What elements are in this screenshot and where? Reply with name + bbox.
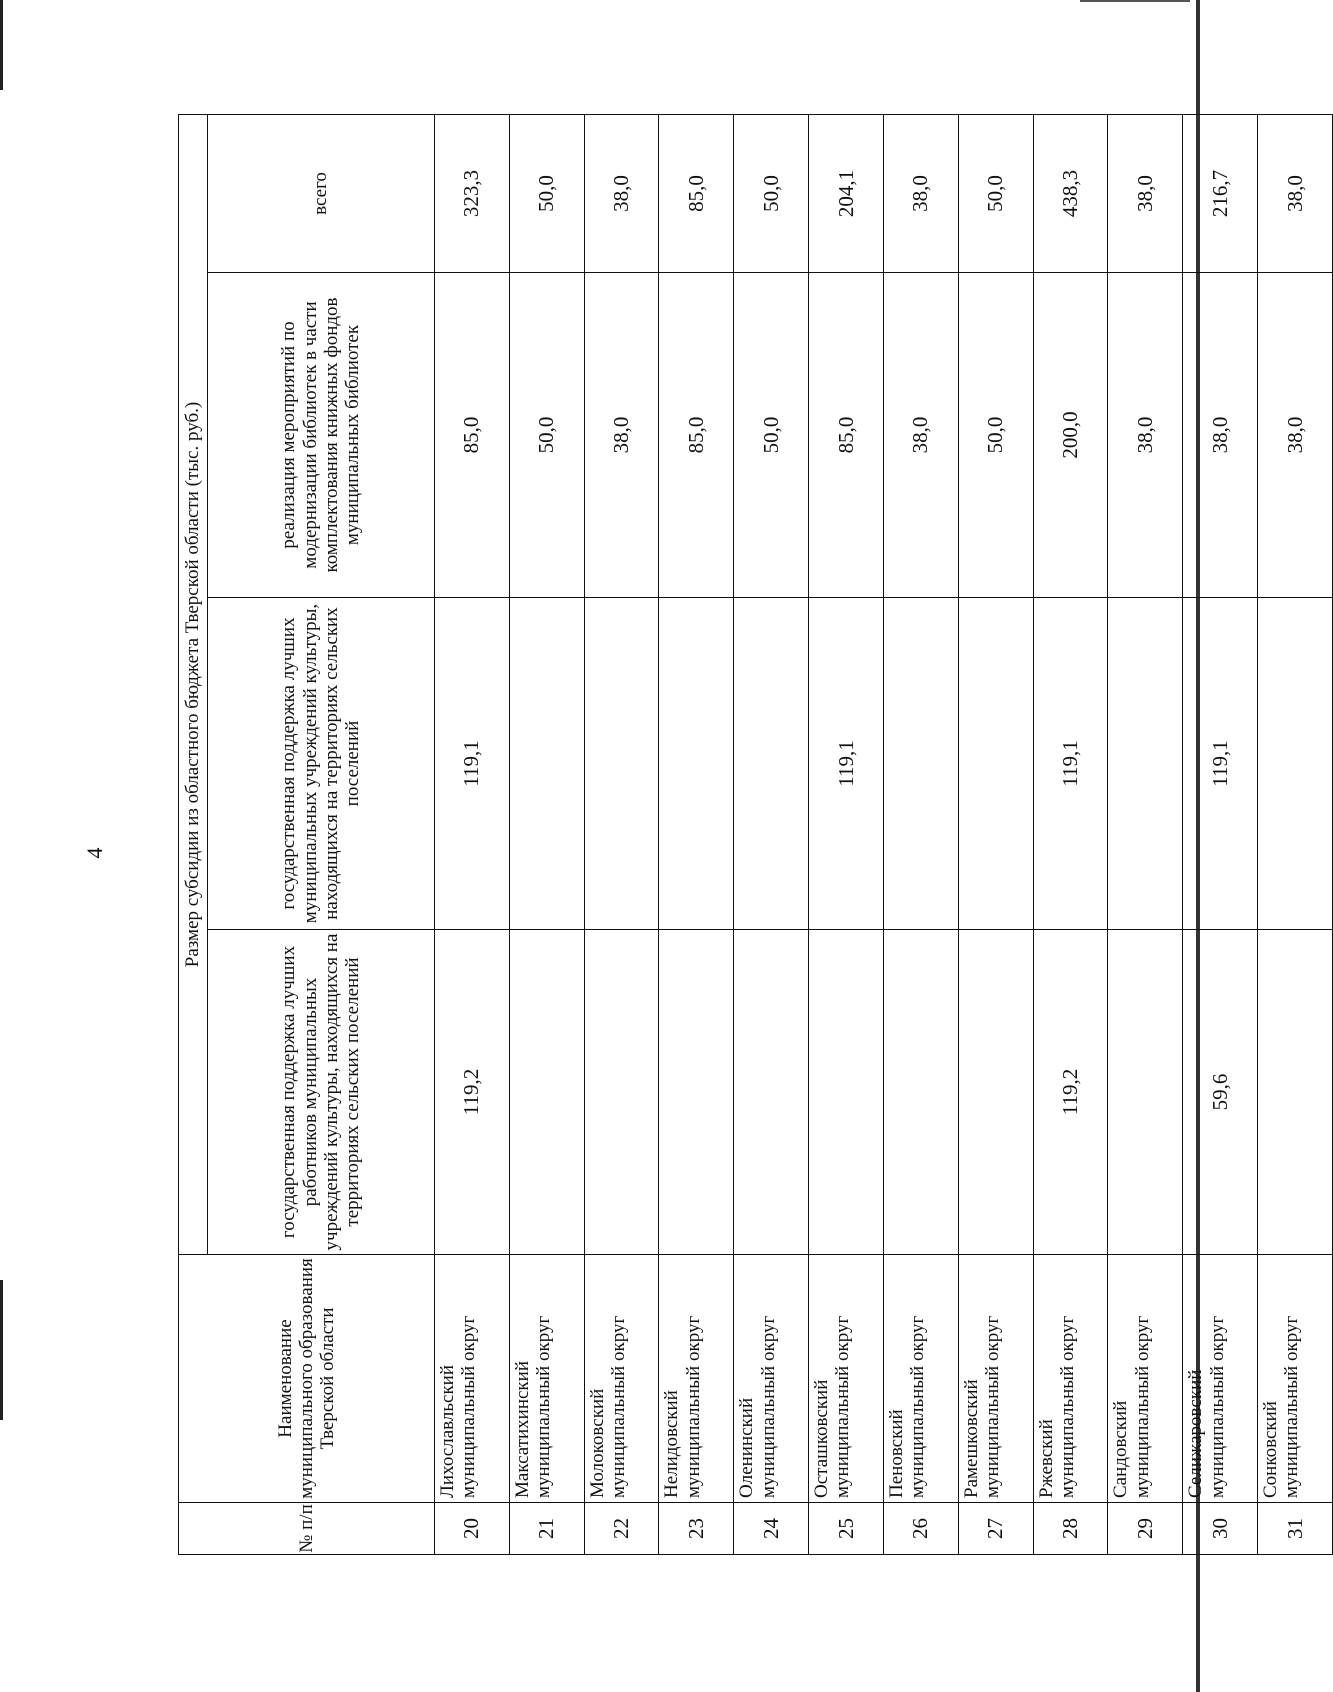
row-number: 28 <box>1033 1503 1108 1555</box>
municipality-name-line2: муниципальный округ <box>1056 1315 1078 1498</box>
table-row <box>1258 114 1333 1554</box>
header-col-libraries: реализация мероприятий по модернизации библиотек в части комплектования книжных фондов муниципальных библиотек <box>208 273 435 598</box>
municipality-name <box>509 1255 584 1503</box>
value-best-institutions <box>659 598 734 930</box>
value-best-institutions: 119,1 <box>1033 598 1108 930</box>
municipality-name <box>958 1255 1033 1503</box>
municipality-name-line1: Сонковский <box>1260 1401 1282 1498</box>
municipality-name-line2: муниципальный округ <box>533 1315 555 1498</box>
value-best-workers <box>584 930 659 1255</box>
header-col-best-workers: государственная поддержка лучших работников муниципальных учреждений культуры, находящихся на территориях сельских поселений <box>208 930 435 1255</box>
row-number: 23 <box>659 1503 734 1555</box>
municipality-name <box>883 1255 958 1503</box>
value-best-workers: 59,6 <box>1183 930 1258 1255</box>
value-libraries: 50,0 <box>734 273 809 598</box>
value-best-workers: 119,2 <box>435 930 510 1255</box>
value-libraries: 38,0 <box>1258 273 1333 598</box>
row-number: 25 <box>809 1503 884 1555</box>
value-total: 38,0 <box>584 114 659 272</box>
municipality-name <box>659 1255 734 1503</box>
row-number: 21 <box>509 1503 584 1555</box>
row-number: 29 <box>1108 1503 1183 1555</box>
row-number: 20 <box>435 1503 510 1555</box>
value-total: 204,1 <box>809 114 884 272</box>
row-number: 31 <box>1258 1503 1333 1555</box>
municipality-name <box>584 1255 659 1503</box>
value-libraries: 85,0 <box>809 273 884 598</box>
municipality-name <box>435 1255 510 1503</box>
value-best-institutions <box>883 598 958 930</box>
municipality-name-line2: муниципальный округ <box>982 1315 1004 1498</box>
value-libraries: 38,0 <box>1108 273 1183 598</box>
row-number: 24 <box>734 1503 809 1555</box>
value-best-institutions <box>734 598 809 930</box>
table-row <box>1033 114 1108 1554</box>
table-row <box>435 114 510 1554</box>
value-best-workers: 119,2 <box>1033 930 1108 1255</box>
rotated-table-wrapper <box>178 115 1333 1555</box>
value-libraries: 50,0 <box>509 273 584 598</box>
value-total: 50,0 <box>734 114 809 272</box>
scan-edge-mark <box>0 1280 3 1420</box>
municipality-name-line1: Осташковский <box>811 1379 833 1498</box>
value-best-workers <box>883 930 958 1255</box>
table-row <box>509 114 584 1554</box>
value-libraries: 38,0 <box>584 273 659 598</box>
page-number: 4 <box>82 847 107 859</box>
value-total: 50,0 <box>509 114 584 272</box>
row-number: 30 <box>1183 1503 1258 1555</box>
municipality-name <box>1108 1255 1183 1503</box>
table-row <box>659 114 734 1554</box>
municipality-name-line1: Лихославльский <box>437 1364 458 1498</box>
municipality-name-line2: муниципальный округ <box>1206 1315 1228 1498</box>
municipality-name-line2: муниципальный округ <box>907 1315 929 1498</box>
value-best-institutions <box>958 598 1033 930</box>
value-total: 323,3 <box>435 114 510 272</box>
value-libraries: 85,0 <box>659 273 734 598</box>
municipality-name-line1: Пеновский <box>885 1409 907 1498</box>
value-total: 438,3 <box>1033 114 1108 272</box>
row-number: 26 <box>883 1503 958 1555</box>
municipality-name-line2: муниципальный округ <box>757 1315 779 1498</box>
value-best-workers <box>509 930 584 1255</box>
value-total: 50,0 <box>958 114 1033 272</box>
value-total: 216,7 <box>1183 114 1258 272</box>
value-best-workers <box>809 930 884 1255</box>
municipality-name-line2: муниципальный округ <box>1131 1315 1153 1498</box>
value-best-institutions: 119,1 <box>1183 598 1258 930</box>
municipality-name-line1: Максатихинский <box>511 1361 533 1498</box>
row-number: 22 <box>584 1503 659 1555</box>
municipality-name <box>809 1255 884 1503</box>
value-libraries: 38,0 <box>883 273 958 598</box>
header-num: № п/п <box>179 1503 435 1555</box>
subsidy-table <box>178 114 1333 1555</box>
municipality-name-line2: муниципальный округ <box>458 1315 480 1498</box>
municipality-name-line1: Рамешковский <box>960 1379 982 1498</box>
table-row <box>584 114 659 1554</box>
table-row <box>809 114 884 1554</box>
value-best-workers <box>1258 930 1333 1255</box>
value-best-workers <box>958 930 1033 1255</box>
value-best-workers <box>659 930 734 1255</box>
municipality-name <box>1033 1255 1108 1503</box>
value-best-institutions: 119,1 <box>809 598 884 930</box>
municipality-name <box>734 1255 809 1503</box>
municipality-name-line1: Оленинский <box>736 1397 758 1498</box>
header-col-total: всего <box>208 114 435 272</box>
municipality-name-line1: Селижаровский <box>1185 1369 1207 1498</box>
municipality-name-line1: Сандовский <box>1110 1400 1132 1498</box>
value-best-institutions <box>1108 598 1183 930</box>
value-best-institutions <box>584 598 659 930</box>
value-libraries: 38,0 <box>1183 273 1258 598</box>
value-best-institutions: 119,1 <box>435 598 510 930</box>
value-best-institutions <box>509 598 584 930</box>
value-libraries: 50,0 <box>958 273 1033 598</box>
value-total: 38,0 <box>883 114 958 272</box>
table-row <box>1108 114 1183 1554</box>
value-libraries: 200,0 <box>1033 273 1108 598</box>
municipality-name <box>1258 1255 1333 1503</box>
table-row <box>958 114 1033 1554</box>
value-best-institutions <box>1258 598 1333 930</box>
header-group: Размер субсидии из областного бюджета Тверской области (тыс. руб.) <box>179 114 208 1254</box>
table-row <box>1183 114 1258 1554</box>
value-total: 38,0 <box>1108 114 1183 272</box>
municipality-name-line1: Нелидовский <box>661 1390 683 1498</box>
municipality-name <box>1183 1255 1258 1503</box>
municipality-name-line2: муниципальный округ <box>1281 1315 1303 1498</box>
table-row <box>734 114 809 1554</box>
municipality-name-line2: муниципальный округ <box>832 1315 854 1498</box>
scan-edge-mark <box>0 0 3 90</box>
scan-edge-mark <box>1080 0 1190 2</box>
value-total: 38,0 <box>1258 114 1333 272</box>
municipality-name-line2: муниципальный округ <box>607 1315 629 1498</box>
value-best-workers <box>734 930 809 1255</box>
row-number: 27 <box>958 1503 1033 1555</box>
municipality-name-line1: Молоковский <box>586 1388 608 1498</box>
table-row <box>883 114 958 1554</box>
header-col-best-institutions: государственная поддержка лучших муниципальных учреждений культуры, находящихся на территориях сельских поселений <box>208 598 435 930</box>
value-libraries: 85,0 <box>435 273 510 598</box>
value-total: 85,0 <box>659 114 734 272</box>
municipality-name-line2: муниципальный округ <box>682 1315 704 1498</box>
municipality-name-line1: Ржевский <box>1035 1419 1057 1498</box>
value-best-workers <box>1108 930 1183 1255</box>
header-name: Наименование муниципального образования Тверской области <box>179 1255 435 1503</box>
